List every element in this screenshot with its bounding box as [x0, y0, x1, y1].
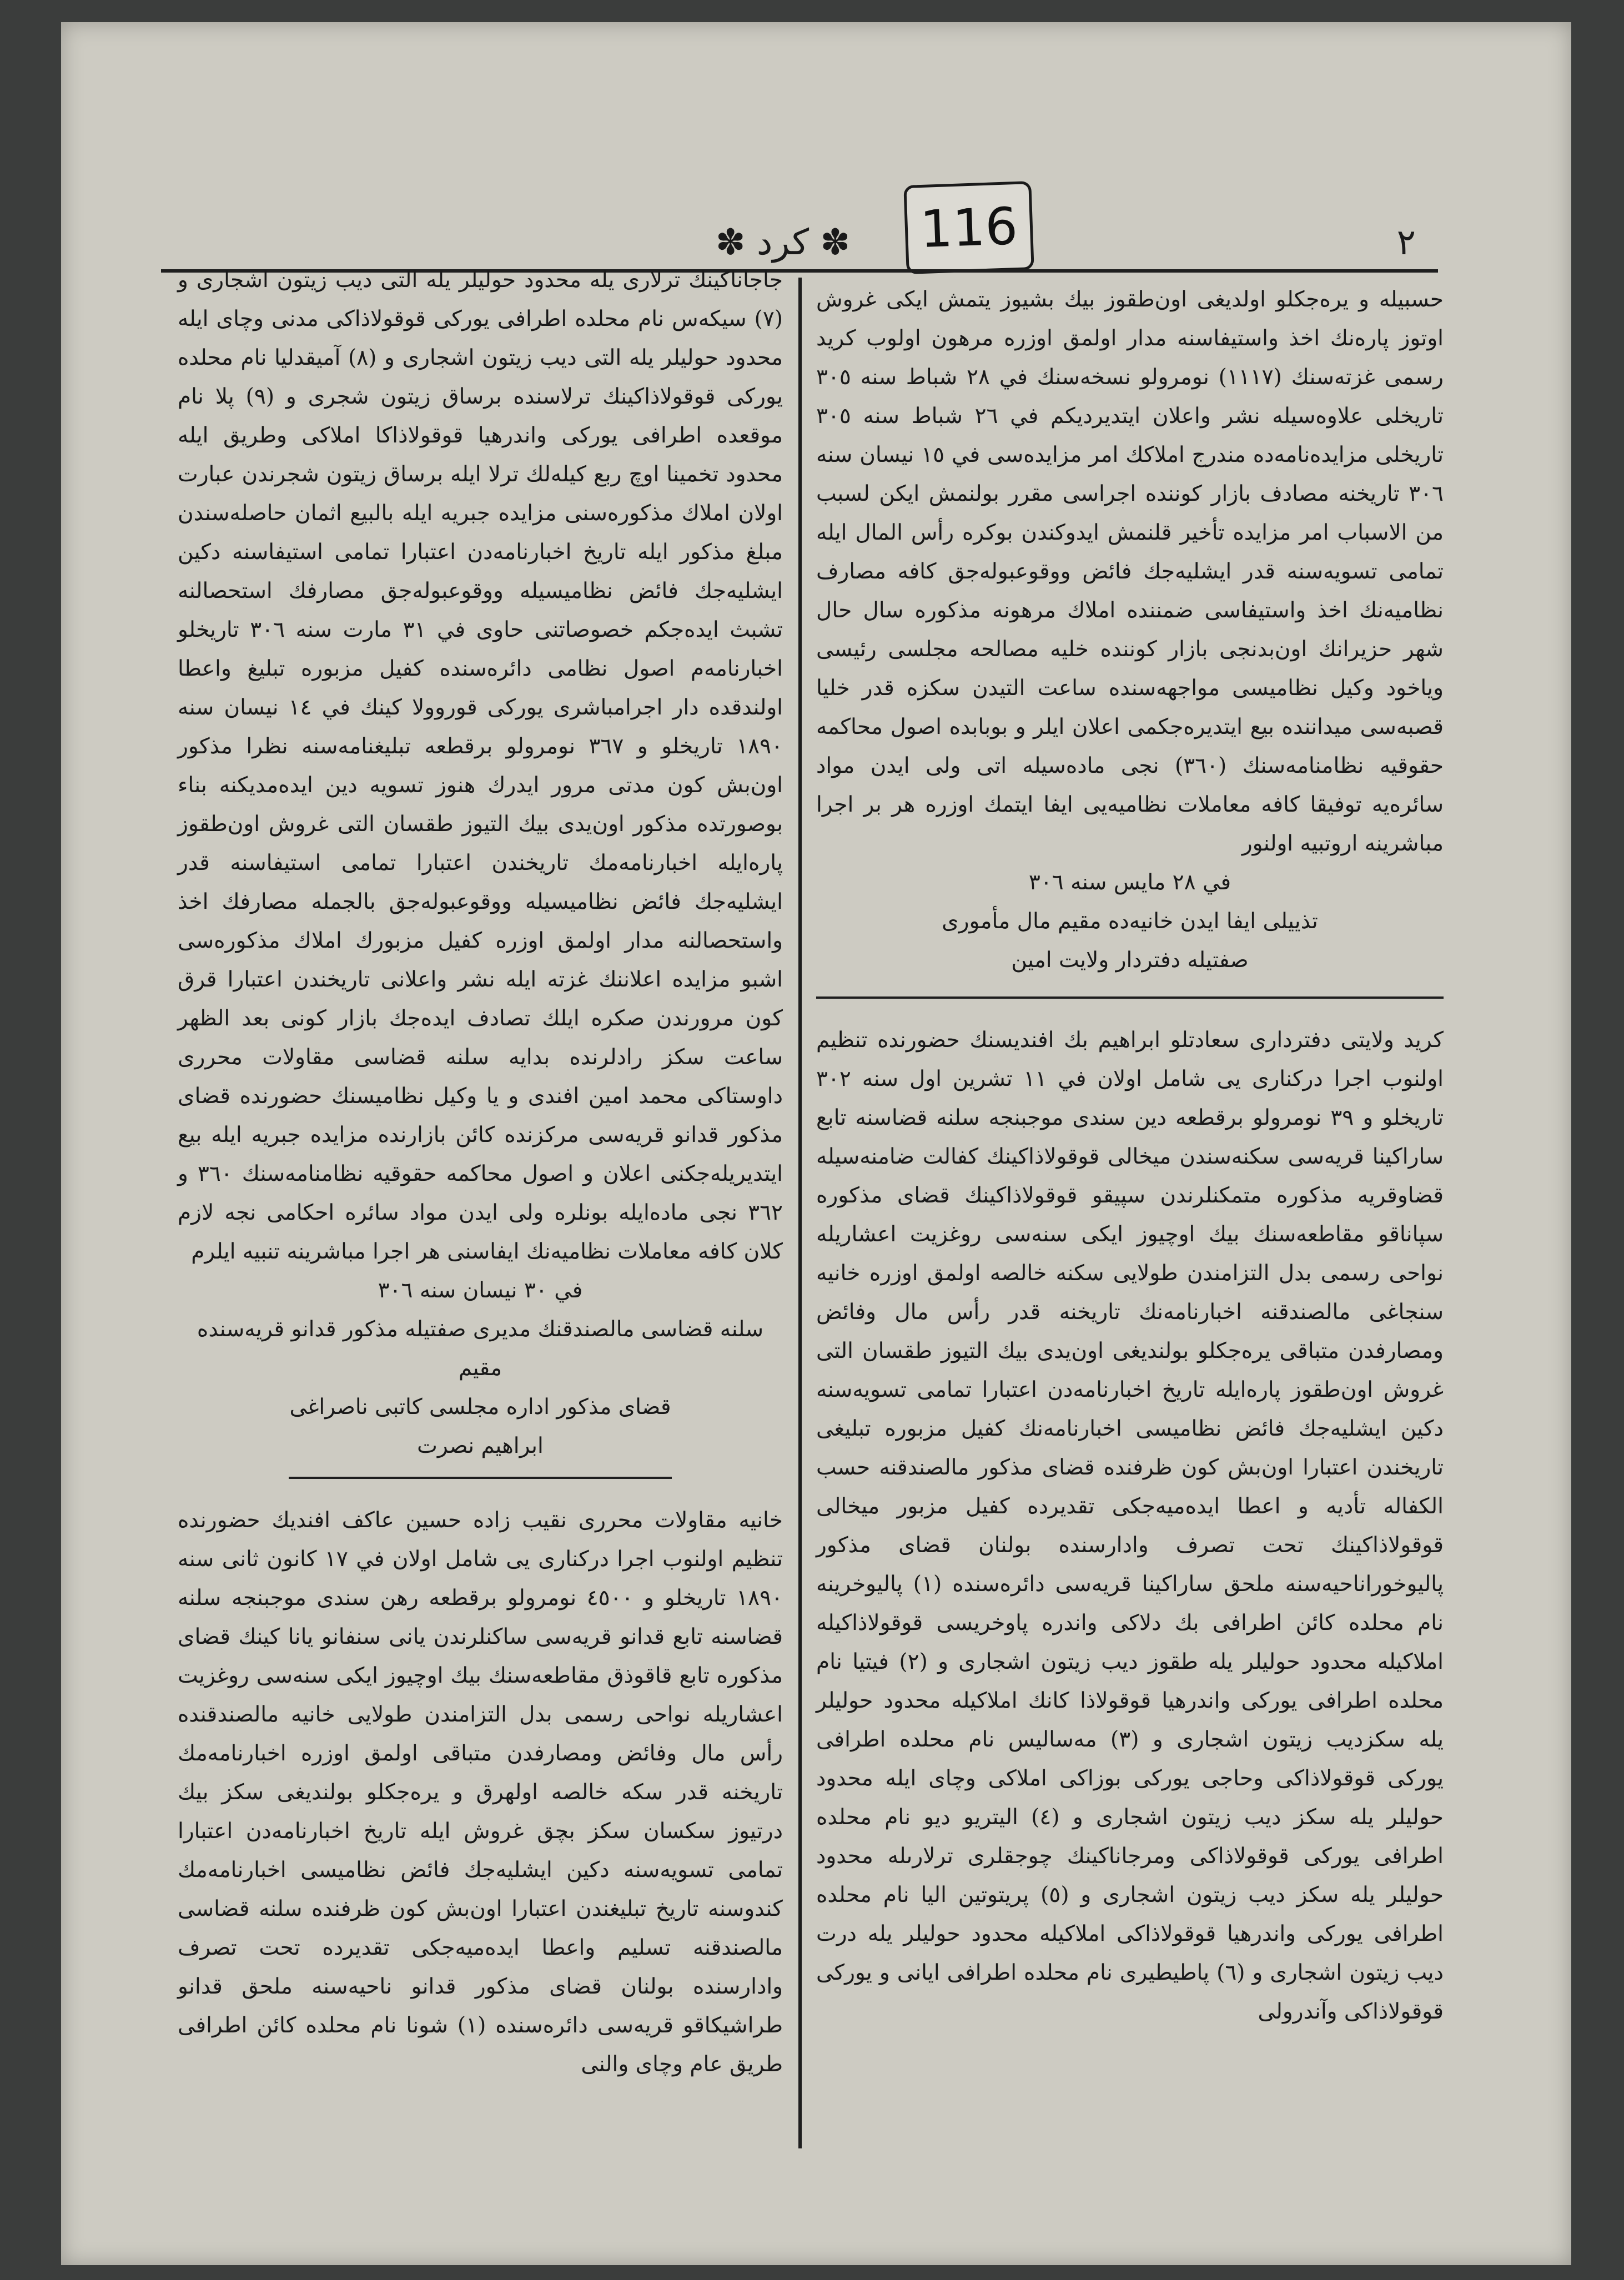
article-2-body: كريد ولايتى دفتردارى سعادتلو ابراهيم بك افنديسنك حضورنده تنظيم اولنوب اجرا دركنارى يى شامل اولان في ١١ تشرين اول سنه ٣٠٢ تاريخلو و ٣٩ نومرولو برقطعه دين سندى موجبنجه سلنه قضاسنه تابع ساراكينا قريه‌سى سكنه‌سندن ميخالى قوقولاذاكينك كفالت ضامنه‌سيله قضاوقريه مذكوره متمكنلرندن سپيقو قوقولاذاكينك قضاى مذكوره سپاناقو مقاطعه‌سنك بيك اوچيوز ايكى سنه‌سى روغزيت اعشاريله نواحى رسمى بدل التزامندن طولايى سكنه خالصه اولمق اوزره خانيه سنجاغى مالصندقنه اخبارنامه‌نك تاريخنه قدر رأس مال وفائض ومصارفدن متباقى يره‌جكلو بولنديغى اون‌يدى بيك التيوز طقسان التى غروش اون‌طقوز پاره‌ايله تاريخ اخبارنامه‌دن اعتبارا تمامى تسويه‌سنه دكين ايشليه‌جك فائض نظاميسى اخبارنامه‌نك كفيل مزبوره تبليغى تاريخندن اعتبارا اون‌بش كون ظرفنده قضاى مذكور مالصندقنه حسب الكفاله تأديه و اعطا ايده‌ميه‌جكى تقديرده كفيل مزبور ميخالى قوقولاذاكينك تحت تصرف وادارسنده بولنان قضاى مذكور پاليوخوراناحيه‌سنه ملحق ساراكينا قريه‌سى دائره‌سنده (١) پاليوخرينه نام محلده كائن اطرافى بك دلاكى واندره پاوخريسى قوقولاذاكيله املاكيله محدود حوليلر يله طقوز ديب زيتون اشجارى و (٢) فيتيا نام محلده اطرافى يوركى واندرهيا قوقولاذا كانك املاكيله محدود حوليلر يله سكزديب زيتون اشجارى و (٣) مه‌ساليس نام محلده اطرافى يوركى قوقولاذاكى وحاجى يوركى بوزاكى املاكى وچاى ايله محدود حوليلر يله سكز ديب زيتون اشجارى و (٤) اليتريو ديو نام محلده اطرافى يوركى قوقولاذاكى ومرجاناكينك چوجقلرى ترلارىله محدود حوليلر يله سكز ديب زيتون اشجارى و (٥) پريتوتين اليا نام محلده اطرافى يوركى واندرهيا قوقولاذاكى املاكيله محدود حوليلر يله درت ديب زيتون اشجارى و (٦) پاطيطيرى نام محلده اطرافى ايانى و يوركى قوقولاذاكى وآندرولى: [816, 1028, 1444, 2024]
article-2-date: في ٣٠ نيسان سنه ٣٠٦: [378, 1278, 583, 1303]
left-column: [178, 261, 783, 2084]
article-1-date: في ٢٨ مايس سنه ٣٠٦: [1028, 870, 1231, 895]
article-3: [178, 1501, 783, 2084]
page-number: ٢: [1396, 222, 1416, 263]
archive-stamp: [903, 181, 1034, 274]
article-separator: [289, 1477, 672, 1479]
page-header: [128, 222, 1438, 266]
article-1-signature-2: صفتيله دفتردار ولايت امين: [1011, 948, 1249, 973]
article-1-body: حسبيله و يره‌جكلو اولديغى اون‌طقوز بيك بشيوز يتمش ايكى غروش اوتوز پاره‌نك اخذ واستيفاسنه مدار اولمق اوزره مرهون اولوب كريد رسمى غزته‌سنك (١١١٧) نومرولو نسخه‌سنك في ٢٨ شباط سنه ٣٠٥ تاريخلى علاوه‌سيله نشر واعلان ايتديرديكم في ٢٦ شباط سنه ٣٠٥ تاريخلى مزايده‌نامه‌ده مندرج املاكك امر مزايده‌سى في ١٥ نيسان سنه ٣٠٦ تاريخنه مصادف بازار كوننده اجراسى مقرر بولنمش ايكن لسبب من الاسباب امر مزايده تأخير قلنمش ايدوكندن بوكره رأس المال ايله تمامى تسويه‌سنه قدر ايشليه‌جك فائض ووقوعبوله‌جق كافه مصارف نظاميه‌نك اخذ واستيفاسى ضمننده املاك مرهونه مذكوره سال حال شهر حزيرانك اون‌بدنجى بازار كوننده خليه مصالحه مجلسى رئيسى وياخود وكيل نظاميسى مواجهه‌سنده ساعت التيدن سكزه قدر خليا قصبه‌سى ميداننده بيع ايتديره‌جكمى اعلان ايلر و بوبابده اصول محاكمه حقوقيه نظامنامه‌سنك (٣٦٠) نجى ماده‌سيله اتى ولى ايدن مواد سائره‌يه توفيقا كافه معاملات نظاميه‌يى ايفا ايتمك اوزره هر بر اجرا مباشرينه اروتبيه اولنور: [816, 287, 1444, 856]
article-2-continued: [178, 261, 783, 1466]
article-1-signature-1: تذييلى ايفا ايدن خانيه‌ده مقيم مال مأمورى: [942, 909, 1318, 934]
article-1: [816, 280, 1444, 980]
article-2-signature-3: ابراهيم نصرت: [417, 1433, 544, 1458]
column-divider: [798, 278, 802, 2148]
article-2-continued-body: جاجاناكينك ترلارى يله محدود حوليلر يله التى ديب زيتون اشجارى و (٧) سيكه‌س نام محلده اطرافى يوركى قوقولاذاكى مدنى وچاى ايله محدود حوليلر يله التى ديب زيتون اشجارى و (٨) آميقدليا نام محلده يوركى قوقولاذاكينك ترلاسنده برساق زيتون شجرى و (٩) پلا نام موقعده اطرافى يوركى واندرهيا قوقولاذاكا املاكى وطريق ايله محدود تخمينا اوچ ربع كيله‌لك ترلا ايله برساق زيتون شجرندن عبارت اولان املاك مذكوره‌سنى مزايده جبريه ايله بالبيع اثمان حاصله‌سندن مبلغ مذكور ايله تاريخ اخبارنامه‌دن اعتبارا تمامى استيفاسنه دكين ايشليه‌جك فائض نظاميسيله ووقوعبوله‌جق مصارفك استحصالنه تشبث ايده‌جكم خصوصاتنى حاوى في ٣١ مارت سنه ٣٠٦ تاريخلو اخبارنامه‌م اصول نظامى دائره‌سنده كفيل مزبوره تبليغ واعطا اولندقده دار اجرامباشرى يوركى قوروولا كينك في ١٤ نيسان سنه ١٨٩٠ تاريخلو و ٣٦٧ نومرولو برقطعه تبليغنامه‌سنه نظرا مذكور اون‌بش كون مدتى مرور ايدرك هنوز تسويه دين ايده‌مديكنه بناء بوصورتده مذكور اون‌يدى بيك التيوز طقسان التى غروش اون‌طقوز پاره‌ايله اخبارنامه‌مك تاريخندن اعتبارا تمامى استيفاسنه قدر ايشليه‌جك فائض نظاميسيله ووقوعبوله‌جق بالجمله مصارفك اخذ واستحصالنه مدار اولمق اوزره كفيل مزبورك املاك مذكوره‌سى اشبو مزايده اعلاننك غزته ايله نشر واعلانى تاريخندن اعتبارا قرق كون مرورندن صكره ايلك تصادف ايده‌جك بازار كونى بعد الظهر ساعت سكز رادلرنده بدايه سلنه قضاسى مقاولات محررى داوستاكى محمد امين افندى و يا وكيل نظاميسنك حضورنده قضاى مذكور قدانو قريه‌سى مركزنده كائن بازارنده مزايده جبريه ايله بيع ايتديريله‌جكنى اعلان و اصول محاكمه حقوقيه نظامنامه‌سنك ٣٦٠ و ٣٦٢ نجى ماده‌ايله بونلره ولى ايدن مواد سائره احكامى نجه لازم كلان كافه معاملات نظاميه‌نك ايفاسنى هر اجرا مباشرينه تنبيه ايلرم: [178, 268, 783, 1264]
article-2: [816, 1021, 1444, 2031]
article-separator: [816, 996, 1444, 999]
article-3-body: خانيه مقاولات محررى نقيب زاده حسين عاكف افنديك حضورنده تنظيم اولنوب اجرا دركنارى يى شامل اولان في ١٧ كانون ثانى سنه ١٨٩٠ تاريخلو و ٤٥٠٠ نومرولو برقطعه رهن سندى موجبنجه سلنه قضاسنه تابع قدانو قريه‌سى ساكنلرندن يانى سنفانو يانا كينك قضاى مذكوره تابع قاقوذق مقاطعه‌سنك بيك اوچيوز ايكى سنه‌سى روغزيت اعشاريله نواحى رسمى بدل التزامندن طولايى خانيه مالصندقنده رأس مال وفائض ومصارفدن متباقى اولمق اوزره اخبارنامه‌مك تاريخنه قدر سكه خالصه اولهرق و يره‌جكلو بولنديغى سكز بيك درتيوز سكسان سكز بچق غروش ايله تاريخ اخبارنامه‌دن اعتبارا تمامى تسويه‌سنه دكين ايشليه‌جك فائض نظاميسى اخبارنامه‌مك كندوسنه تاريخ تبليغندن اعتبارا اون‌بش كون ظرفنده سلنه قضاسى مالصندقنه تسليم واعطا ايده‌ميه‌جكى تقديرده تحت تصرف وادارسنده بولنان قضاى مذكور قدانو ناحيه‌سنه ملحق قدانو طراشيكاقو قريه‌سى دائره‌سنده (١) شونا نام محلده كائن اطرافى طريق عام وچاى والنى: [178, 1508, 783, 2077]
article-2-signature-2: قضاى مذكور اداره مجلسى كاتبى ناصراغى: [289, 1395, 671, 1420]
masthead-title: ✽ كرد ✽: [715, 222, 851, 263]
right-column: [816, 280, 1444, 2031]
archive-stamp-number: 116: [919, 196, 1019, 259]
article-2-signature-1: سلنه قضاسى مالصندقنك مديرى صفتيله مذكور قدانو قريه‌سنده مقيم: [197, 1317, 764, 1381]
